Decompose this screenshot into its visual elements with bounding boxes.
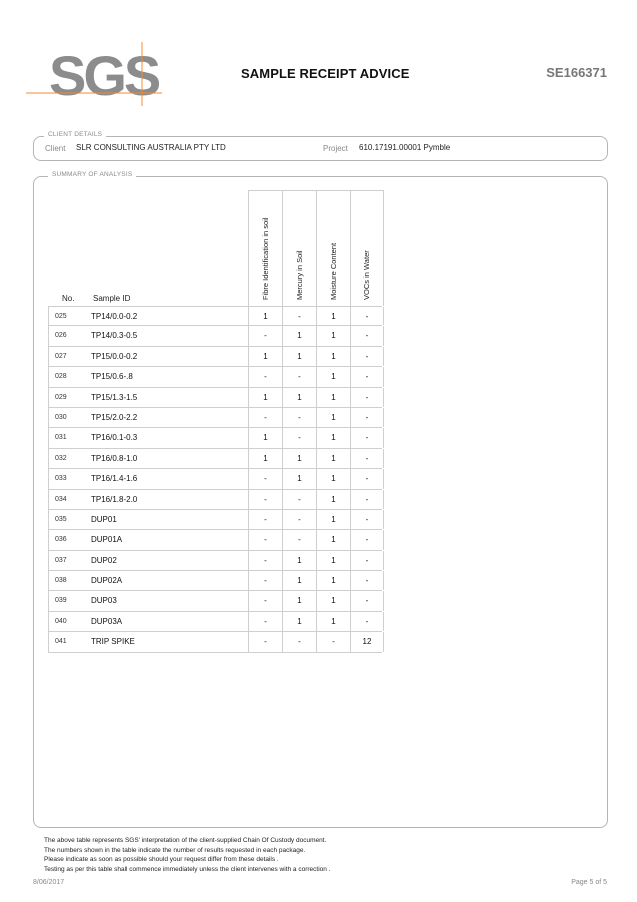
cell-value: 1: [248, 388, 282, 407]
cell-no: 038: [55, 577, 67, 585]
cell-value: -: [350, 571, 384, 590]
client-details-section: [33, 131, 608, 161]
cell-value: 1: [282, 449, 316, 468]
cell-value: -: [350, 530, 384, 549]
cell-value: 1: [316, 408, 350, 427]
cell-sample-id: DUP03A: [91, 616, 123, 626]
cell-value: -: [248, 530, 282, 549]
note-line: The numbers shown in the table indicate the number of results requested in each package.: [44, 846, 306, 854]
header-vocs: VOCs in Water: [350, 190, 384, 306]
cell-value: -: [350, 367, 384, 386]
cell-no: 025: [55, 313, 67, 320]
table-row: [49, 408, 382, 428]
document-title: SAMPLE RECEIPT ADVICE: [241, 66, 410, 81]
cell-value: 1: [316, 367, 350, 386]
table-row: [49, 632, 382, 652]
table-row: [49, 428, 382, 448]
table-row: [49, 449, 382, 469]
cell-value: -: [350, 428, 384, 447]
cell-no: 033: [55, 475, 67, 483]
cell-value: -: [248, 490, 282, 509]
cell-value: 1: [316, 530, 350, 549]
cell-value: -: [350, 490, 384, 509]
table-row: [49, 551, 382, 571]
cell-value: -: [248, 510, 282, 529]
cell-value: -: [350, 612, 384, 631]
cell-no: 036: [55, 536, 67, 544]
cell-no: 039: [55, 597, 67, 605]
cell-value: 1: [248, 347, 282, 366]
cell-value: -: [248, 408, 282, 427]
cell-sample-id: DUP02: [91, 555, 117, 565]
footer-date: 8/06/2017: [33, 879, 65, 886]
cell-value: 1: [282, 388, 316, 407]
cell-value: -: [350, 551, 384, 570]
cell-value: -: [282, 408, 316, 427]
table-row: [49, 612, 382, 632]
cell-sample-id: TP16/0.8-1.0: [91, 453, 138, 463]
cell-value: 1: [316, 551, 350, 570]
table-row: [49, 469, 382, 489]
cell-no: 040: [55, 617, 67, 625]
cell-sample-id: TRIP SPIKE: [91, 637, 135, 647]
note-line: Please indicate as soon as possible should your request differ from these details .: [44, 856, 279, 864]
cell-no: 037: [55, 556, 67, 564]
cell-value: -: [248, 551, 282, 570]
table-row: [49, 306, 382, 326]
cell-value: 1: [282, 551, 316, 570]
header-moisture: Moisture Content: [316, 190, 350, 306]
cell-value: 1: [282, 591, 316, 610]
cell-value: -: [282, 367, 316, 386]
cell-value: -: [282, 632, 316, 651]
cell-sample-id: TP15/0.0-0.2: [91, 351, 138, 361]
document-reference: SE166371: [546, 65, 607, 80]
cell-value: 1: [316, 347, 350, 366]
header-no: No.: [62, 294, 75, 303]
cell-sample-id: TP16/0.1-0.3: [91, 433, 138, 443]
table-row: [49, 347, 382, 367]
cell-value: 1: [316, 591, 350, 610]
cell-value: 1: [316, 428, 350, 447]
cell-value: 1: [316, 388, 350, 407]
client-details-legend: CLIENT DETAILS: [44, 131, 106, 138]
cell-sample-id: TP15/2.0-2.2: [91, 412, 138, 422]
cell-value: -: [282, 510, 316, 529]
cell-no: 026: [55, 332, 67, 340]
cell-value: -: [248, 469, 282, 488]
cell-value: -: [282, 307, 316, 325]
project-value: 610.17191.00001 Pymble: [359, 143, 451, 152]
cell-value: -: [282, 428, 316, 447]
table-row: [49, 326, 382, 346]
cell-sample-id: TP16/1.4-1.6: [91, 474, 138, 484]
cell-value: -: [350, 591, 384, 610]
cell-value: 1: [316, 510, 350, 529]
cell-sample-id: TP16/1.8-2.0: [91, 494, 138, 504]
cell-value: 1: [316, 469, 350, 488]
cell-no: 028: [55, 373, 67, 381]
cell-no: 030: [55, 413, 67, 421]
cell-no: 035: [55, 515, 67, 523]
header-mercury: Mercury in Soil: [282, 190, 316, 306]
sgs-logo: [26, 40, 162, 106]
cell-sample-id: DUP01A: [91, 535, 123, 545]
cell-value: 1: [282, 469, 316, 488]
cell-value: -: [350, 347, 384, 366]
cell-value: -: [248, 367, 282, 386]
header-sample-id: Sample ID: [93, 294, 131, 303]
table-row: [49, 591, 382, 611]
cell-value: 1: [316, 449, 350, 468]
footer-notes: [44, 836, 331, 874]
cell-value: -: [350, 388, 384, 407]
note-line: The above table represents SGS' interpretation of the client-supplied Chain Of Custody document.: [44, 837, 327, 844]
logo-text: SGS: [49, 44, 159, 106]
cell-value: 1: [248, 428, 282, 447]
cell-value: 12: [350, 632, 384, 651]
cell-sample-id: DUP01: [91, 514, 117, 524]
cell-value: -: [316, 632, 350, 651]
cell-value: -: [248, 632, 282, 651]
cell-no: 041: [55, 638, 67, 646]
cell-value: 1: [282, 571, 316, 590]
cell-value: 1: [316, 612, 350, 631]
cell-value: -: [282, 490, 316, 509]
table-row: [49, 530, 382, 550]
cell-value: -: [248, 571, 282, 590]
client-label: Client: [45, 144, 66, 153]
cell-value: -: [350, 469, 384, 488]
cell-value: 1: [316, 490, 350, 509]
client-value: SLR CONSULTING AUSTRALIA PTY LTD: [76, 143, 226, 152]
cell-no: 031: [55, 434, 67, 442]
cell-sample-id: TP14/0.3-0.5: [91, 331, 138, 341]
cell-value: -: [350, 326, 384, 345]
cell-sample-id: TP15/1.3-1.5: [91, 392, 138, 402]
cell-sample-id: DUP03: [91, 596, 117, 606]
table-row: [49, 490, 382, 510]
cell-no: 034: [55, 495, 67, 503]
cell-sample-id: DUP02A: [91, 576, 123, 586]
summary-legend: SUMMARY OF ANALYSIS: [48, 171, 136, 178]
page-number: Page 5 of 5: [571, 879, 607, 886]
cell-no: 032: [55, 454, 67, 462]
table-body: [48, 306, 382, 653]
cell-value: 1: [316, 571, 350, 590]
cell-value: 1: [248, 449, 282, 468]
cell-value: -: [248, 612, 282, 631]
cell-no: 027: [55, 352, 67, 360]
cell-value: 1: [282, 326, 316, 345]
table-row: [49, 367, 382, 387]
table-row: [49, 388, 382, 408]
cell-no: 029: [55, 393, 67, 401]
cell-value: 1: [282, 347, 316, 366]
cell-value: -: [350, 307, 384, 325]
cell-value: 1: [282, 612, 316, 631]
cell-value: 1: [316, 326, 350, 345]
cell-value: -: [350, 449, 384, 468]
cell-value: -: [350, 408, 384, 427]
cell-value: 1: [316, 307, 350, 325]
analysis-table: [48, 190, 382, 653]
table-row: [49, 571, 382, 591]
cell-value: 1: [248, 307, 282, 325]
note-line: Testing as per this table shall commence immediately unless the client intervenes with a correction .: [44, 865, 331, 873]
table-header: [48, 190, 382, 306]
table-row: [49, 510, 382, 530]
cell-sample-id: TP15/0.6-.8: [91, 372, 133, 382]
cell-value: -: [282, 530, 316, 549]
cell-sample-id: TP14/0.0-0.2: [91, 312, 138, 321]
header-fibre-identification: Fibre Identification in soil: [248, 190, 282, 306]
cell-value: -: [248, 591, 282, 610]
project-label: Project: [323, 144, 348, 153]
cell-value: -: [248, 326, 282, 345]
cell-value: -: [350, 510, 384, 529]
